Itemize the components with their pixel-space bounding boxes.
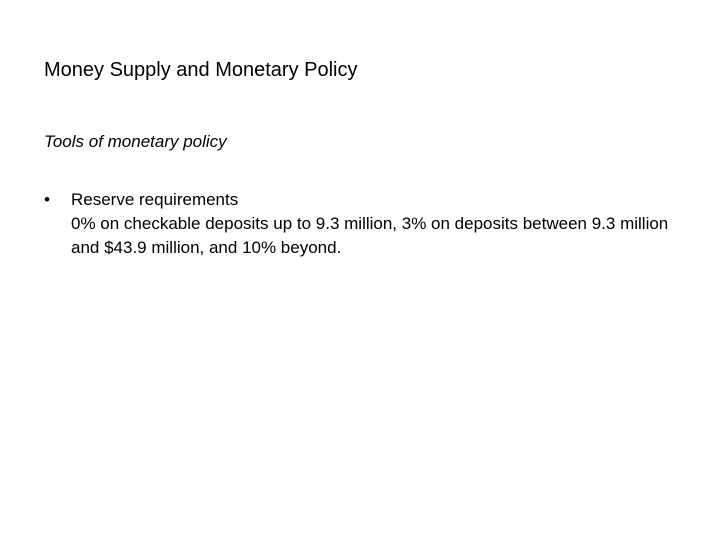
slide-subtitle: Tools of monetary policy	[44, 132, 227, 151]
bullet-heading: Reserve requirements	[71, 190, 239, 209]
slide-title: Money Supply and Monetary Policy	[44, 59, 358, 81]
bullet-list	[44, 188, 704, 260]
bullet-item-reserve-requirements	[44, 188, 704, 260]
bullet-detail: 0% on checkable deposits up to 9.3 million, 3% on deposits between 9.3 million and $43.9 million, and 10% beyond.	[71, 214, 669, 257]
bullet-marker: •	[44, 190, 50, 209]
